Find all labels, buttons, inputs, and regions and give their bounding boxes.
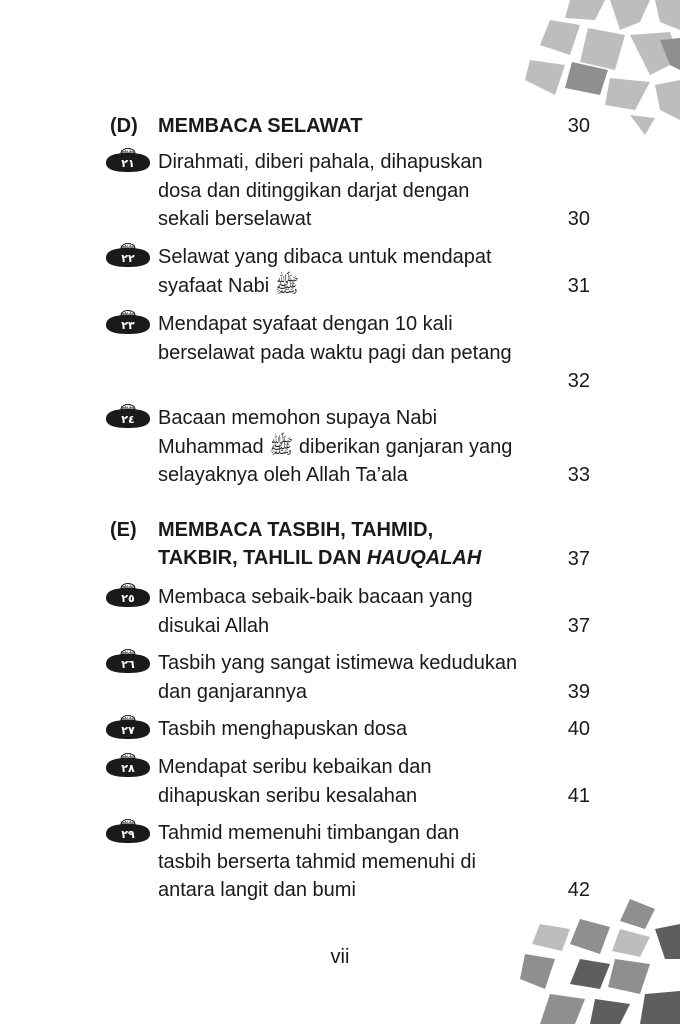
hadith-badge-icon xyxy=(104,747,152,777)
entry-title: Bacaan memohon supaya Nabi Muhammad ﷺ diberikan ganjaran yang selayaknya oleh Allah Ta’ala xyxy=(158,407,513,486)
entry-page-number: 30 xyxy=(567,208,590,230)
hadith-badge-icon xyxy=(104,237,152,267)
entry-page-number: 37 xyxy=(567,615,590,637)
hadith-number: ٢٨ xyxy=(121,762,135,775)
hadith-number: ٢٩ xyxy=(121,828,135,841)
badge-label: حديث xyxy=(120,818,136,825)
hadith-badge-icon xyxy=(104,813,152,843)
badge-label: حديث xyxy=(120,714,136,721)
entry-title: Mendapat seribu kebaikan dan dihapuskan seribu kesalahan xyxy=(158,756,432,807)
hadith-badge-icon xyxy=(104,142,152,172)
entry-page-number: 33 xyxy=(567,464,590,486)
hadith-badge-icon xyxy=(104,709,152,739)
geometric-pattern-top xyxy=(510,0,680,140)
section-title: MEMBACA SELAWAT xyxy=(158,115,363,137)
hadith-number: ٢٢ xyxy=(121,252,135,265)
hadith-badge-icon xyxy=(104,304,152,334)
section-page-number: 30 xyxy=(567,115,590,137)
entry-title: Tahmid memenuhi timbangan dan tasbih berserta tahmid memenuhi di antara langit dan bumi xyxy=(158,822,476,901)
hadith-number: ٢٥ xyxy=(121,592,135,605)
badge-label: حديث xyxy=(120,309,136,316)
entry-page-number: 31 xyxy=(567,275,590,297)
section-title: MEMBACA TASBIH, TAHMID, TAKBIR, TAHLIL DAN HAUQALAH xyxy=(158,519,482,569)
badge-label: حديث xyxy=(120,648,136,655)
hadith-badge-icon xyxy=(104,643,152,673)
page-number: vii xyxy=(330,946,350,968)
badge-label: حديث xyxy=(120,752,136,759)
entry-title: Tasbih menghapuskan dosa xyxy=(158,718,408,740)
entry-title: Tasbih yang sangat istimewa kedudukan dan ganjarannya xyxy=(158,652,518,703)
section-letter: (D) xyxy=(110,115,138,137)
entry-page-number: 41 xyxy=(567,785,590,807)
entry-title: Mendapat syafaat dengan 10 kali berselawat pada waktu pagi dan petang xyxy=(158,313,512,364)
section-title-italic: HAUQALAH xyxy=(366,547,482,569)
hadith-badge-icon xyxy=(104,577,152,607)
hadith-number: ٢١ xyxy=(121,157,135,170)
badge-label: حديث xyxy=(120,147,136,154)
section-page-number: 37 xyxy=(567,548,590,570)
badge-label: حديث xyxy=(120,242,136,249)
entry-page-number: 39 xyxy=(567,681,590,703)
entry-page-number: 40 xyxy=(567,718,590,740)
badge-label: حديث xyxy=(120,403,136,410)
hadith-number: ٢٧ xyxy=(121,724,135,737)
badge-label: حديث xyxy=(120,582,136,589)
hadith-number: ٢٤ xyxy=(121,413,135,426)
entry-title: Dirahmati, diberi pahala, dihapuskan dosa dan ditinggikan darjat dengan sekali berselawat xyxy=(158,151,483,230)
hadith-badge-icon xyxy=(104,398,152,428)
section-letter: (E) xyxy=(110,519,137,541)
entry-title: Membaca sebaik-baik bacaan yang disukai Allah xyxy=(158,586,473,637)
hadith-number: ٢٦ xyxy=(121,658,135,671)
entry-page-number: 42 xyxy=(567,879,590,901)
hadith-number: ٢٣ xyxy=(121,319,135,332)
entry-page-number: 32 xyxy=(567,370,590,392)
entry-title: Selawat yang dibaca untuk mendapat syafaat Nabi ﷺ xyxy=(158,246,492,297)
